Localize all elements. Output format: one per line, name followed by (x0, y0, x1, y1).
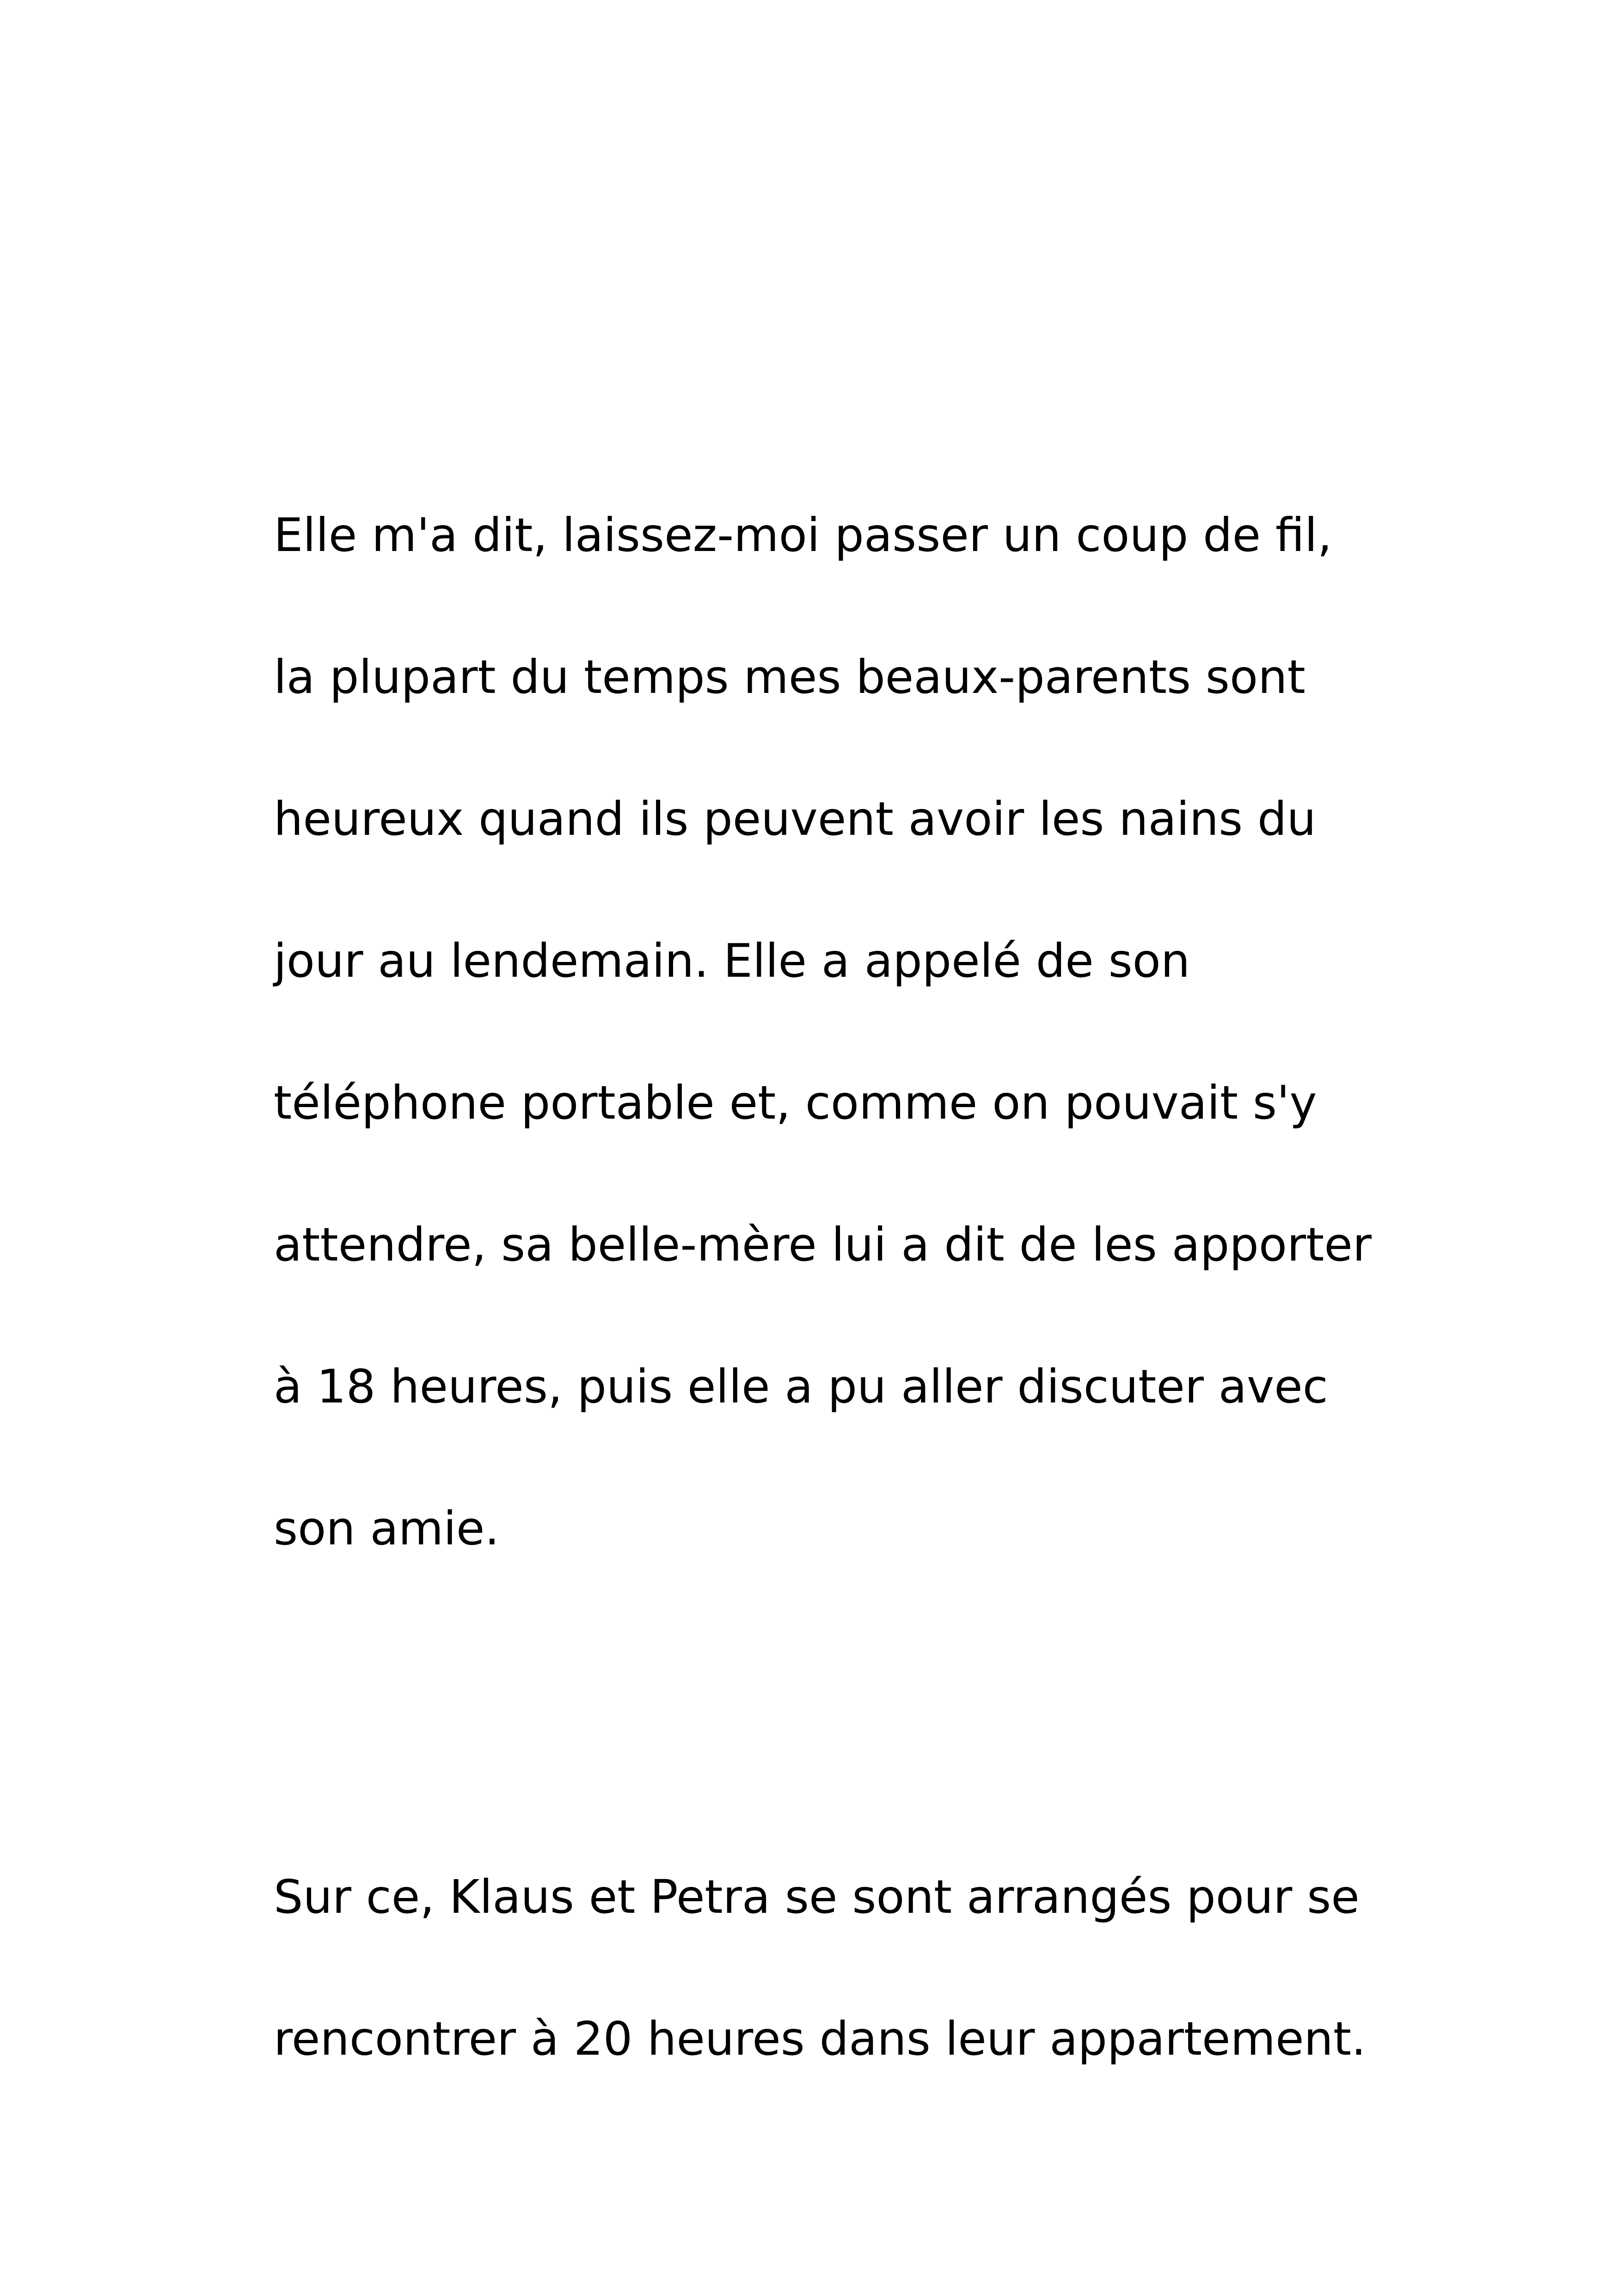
text-line: son amie. (274, 1501, 500, 1555)
text-line: jour au lendemain. Elle a appelé de son (274, 934, 1190, 988)
text-line: à 18 heures, puis elle a pu aller discuter avec (274, 1359, 1328, 1414)
text-line: heureux quand ils peuvent avoir les nains du (274, 792, 1316, 846)
text-line: Elle m'a dit, laissez-moi passer un coup de fil, (274, 508, 1332, 562)
paragraph-1 (274, 464, 1429, 1599)
text-line: la plupart du temps mes beaux-parents sont (274, 650, 1305, 704)
text-line: attendre, sa belle-mère lui a dit de les apporter (274, 1218, 1372, 1272)
text-line: téléphone portable et, comme on pouvait s'y (274, 1076, 1317, 1130)
paragraph-2 (274, 1826, 1429, 2110)
text-line: rencontrer à 20 heures dans leur appartement. (274, 2012, 1366, 2066)
text-line: Sur ce, Klaus et Petra se sont arrangés pour se (274, 1870, 1360, 1924)
